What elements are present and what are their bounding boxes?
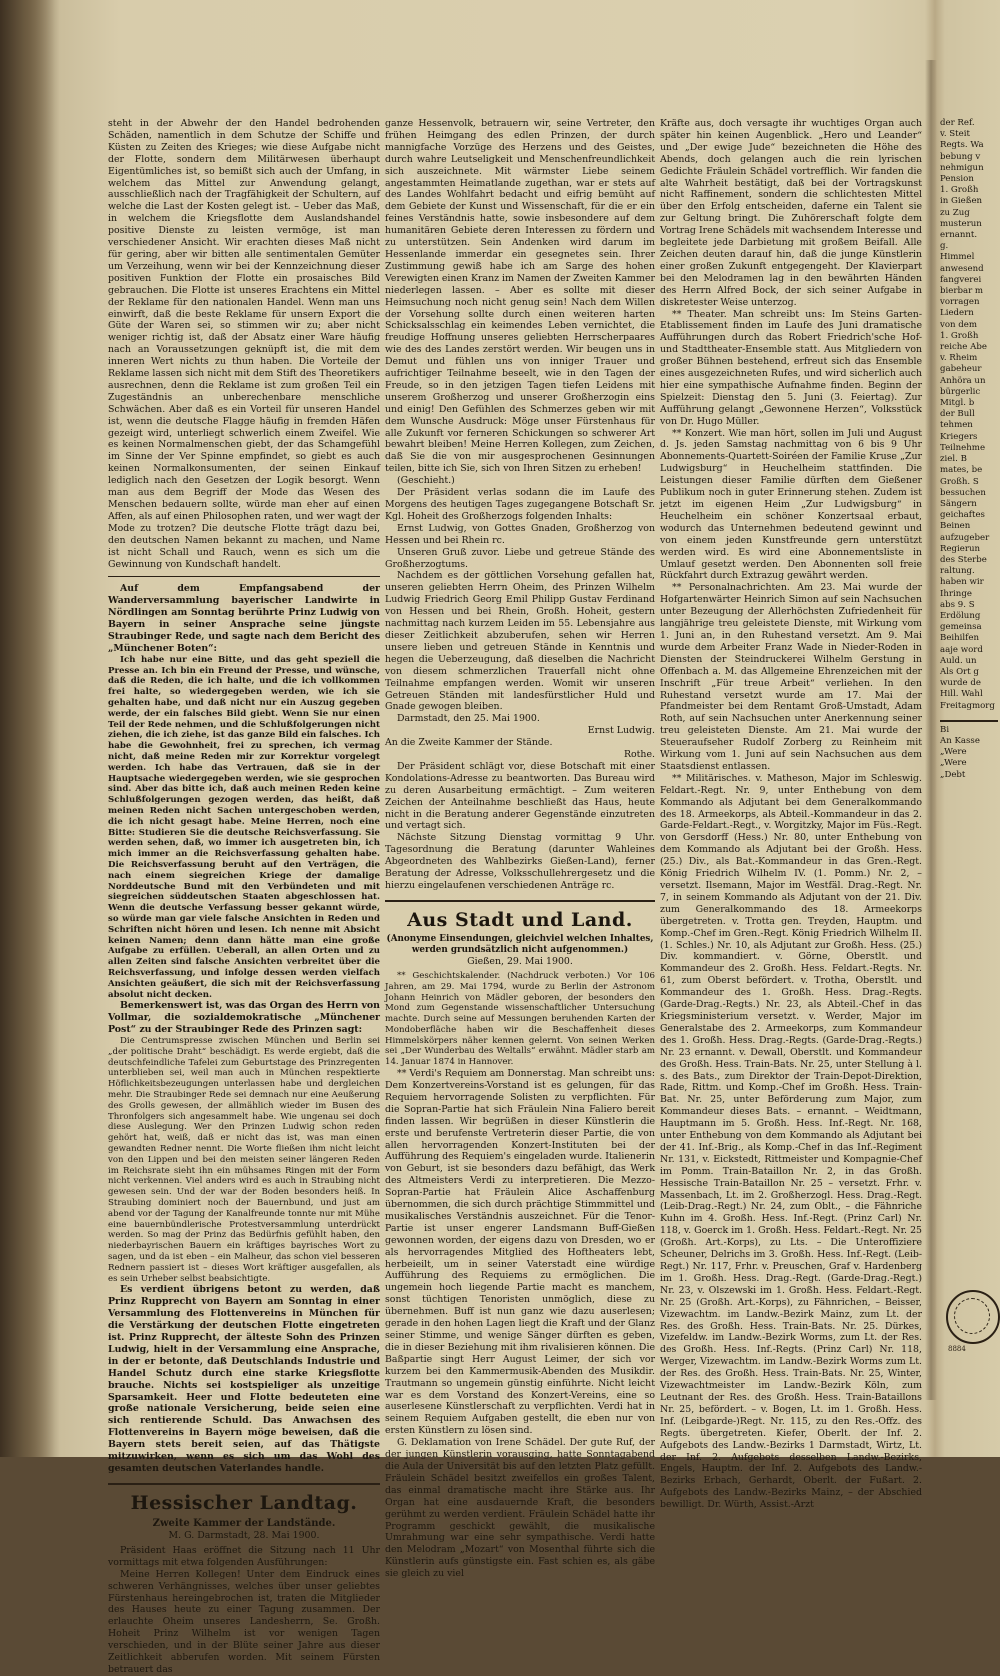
dateline: M. G. Darmstadt, 28. Mai 1900.: [168, 1529, 320, 1541]
quote: Die Centrumspresse zwischen München und Berlin sei „der politische Draht“ beschädigt. Es werde ergiebt, daß die deutschfeindliche Tafelei zum Geburtstage des Prinzregenten unterblieben sei, weil man auch in München respektierte Höflichkeitsbezeugungen unterlassen habe und dergleichen mehr. Die Straubinger Rede sei demnach nur eine Aeußerung des Grolls gewesen, der allmählich wieder im Busen des Thronfolgers sich angesammelt habe. Wie ungenau sei doch diese Auslegung. Wer den Prinzen Ludwig schon reden gehört hat, weiß, daß er nicht das ist, was man einen gewandten Redner nennt. Die Worte fließen ihm nicht leicht von den Lippen und bei den meisten seiner längeren Reden im Reichsrate sieht ihn ein mühsames Ringen mit der Form nicht verkennen. Viel anders wird es auch in Straubing nicht gewesen sein. Und der war der Boden besonders heiß. In Straubing dominiert noch der Bauernbund, und just am abend vor der Tagung der Kanalfreunde tonnte nur mit Mühe eine bauernbündlerische Protestversammlung unterdrückt werden. So mag der Prinz das Bedürfnis gefühlt haben, den niederbayrischen Bauern ein kräftiges bayrisches Wort zu sagen, und da ist eben – ein Malheur, das schon viel besseren Rednern passiert ist – dieses Wort kräftiger ausgefallen, als es sein Urheber selbst beabsichtigte.: [108, 1036, 380, 1284]
paragraph: ** Verdi's Requiem am Donnerstag. Man schreibt uns: Dem Konzertvereins-Vorstand ist es gelungen, für das Requiem hervorragende Solisten zu verpflichten. Für die Sopran-Partie hat sich Fräulein Nina Faliero bereit finden lassen. Wir begrüßen in dieser Künstlerin die erste und berufenste Vertreterin dieser Partie, die von allen hervorragenden Konzert-Instituten bei der Aufführung des Requiem's eingeladen wurde. Italienerin von Geburt, ist sie besonders dazu befähigt, das Werk des Altmeisters Verdi zu interpretieren. Die Mezzo-Sopran-Partie hat Fräulein Alice Aschaffenburg übernommen, die sich durch prächtige Stimmmittel und musikalisches Verständnis auszeichnet. Für die Tenor-Partie ist unser engerer Landsmann Buff-Gießen gewonnen worden, der eigens dazu von Dresden, wo er als hervorragendes Mitglied des Hoftheaters lebt, herbeieilt, um in seiner Vaterstadt eine würdige Aufführung des Requiems zu ermöglichen. Die ungemein hoch liegende Partie macht es manchem, sonst tüchtigen Tenoristen unmöglich, diese zu übernehmen. Buff ist nun ganz wie dazu auserlesen; gerade in den hohen Lagen liegt die Kraft und der Glanz seiner Stimme, und wenige Sänger dürften es geben, die in dieser Beziehung mit ihm rivalisieren können. Die Baßpartie singt Herr August Leimer, der sich vor kurzem bei den Kammermusik-Abenden des Musikdir. Trautmann so ungemein günstig einführte. Nicht leicht war es dem Vorstand des Konzert-Vereins, eine so auserlesene Künstlerschaft zu verpflichten. Verdi hat in seinem Requiem Aufgaben gestellt, die eben nur von ersten Künstlern zu lösen sind.: [385, 1068, 655, 1437]
divider: [940, 720, 998, 722]
cropped-line: mates, be: [940, 465, 983, 476]
paragraph: Meine Herren Kollegen! Unter dem Eindruck eines schweren Verhängnisses, welches über unser geliebtes Fürstenhaus hereingebrochen ist, traten die Mitglieder des Hauses heute zu einer Tagung zusammen. Der erlauchte Oheim unseres Landesherrn, Se. Großh. Hoheit Prinz Wilhelm ist vor wenigen Tagen verschieden, und in der Blüte seiner Jahre aus dieser Zeitlichkeit abberufen worden. Mit seinem Fürsten betrauert das: [108, 1568, 380, 1675]
cropped-line: Erdölung: [940, 610, 981, 621]
cropped-line: „Were: [940, 758, 967, 769]
cropped-line: 1. Großh: [940, 330, 979, 341]
paragraph: (Geschieht.): [397, 475, 455, 487]
divider: [108, 576, 380, 577]
paragraph: Der Präsident verlas sodann die im Laufe des Morgens des heutigen Tages zugegangene Botschaft Sr. Kgl. Hoheit des Großherzogs folgenden Inhalts:: [385, 487, 655, 522]
cropped-line: Hill. Wahl: [940, 689, 983, 700]
section-heading: Aus Stadt und Land.: [407, 908, 633, 931]
page-number: 8884: [948, 1345, 966, 1353]
cropped-line: Kriegers: [940, 431, 978, 442]
cropped-line: bebung v: [940, 151, 981, 162]
cropped-line: Großh. S: [940, 476, 979, 487]
cropped-line: aaje word: [940, 644, 983, 655]
cropped-line: bessuchen: [940, 487, 986, 498]
cropped-line: bürgerlic: [940, 386, 981, 397]
paragraph: Auf dem Empfangsabend der Wanderversammlung bayerischer Landwirte in Nördlingen am Sonntag berührte Prinz Ludwig von Bayern in seiner Ansprache seine jüngste Straubinger Rede, und sagte nach dem Bericht des „Münchener Boten“:: [108, 583, 380, 654]
cropped-line: nehmigun: [940, 162, 984, 173]
cropped-line: von dem: [940, 319, 978, 330]
paragraph: ganze Hessenvolk, betrauern wir, seine Vertreter, den frühen Heimgang des edlen Prinzen, der durch mannigfache Vorzüge des Herzens und des Geistes, durch wahre Leutseligkeit und Menschenfreundlichkeit sich auszeichnete. Mit wärmster Liebe seinem angestammten Heimatlande zugethan, war er stets auf des Landes Wohlfahrt bedacht und eifrig bemüht auf dem Gebiete der Kunst und Wissenschaft, für die er ein feines Verständnis hatte, sowie insbesondere auf dem humanitären Gebiete deren Interessen zu fördern und zu unterstützen. Sein Andenken wird darum im Hessenlande immerdar ein gesegnetes sein. Ihrer Zustimmung gewiß habe ich am Sarge des hohen Verewigten einen Kranz im Namen der Zweiten Kammer niederlegen lassen. – Aber es sollte mit dieser Heimsuchung noch nicht genug sein! Nach dem Willen der Vorsehung sollte durch einen weiteren harten Schicksalsschlag ein keimendes Leben vernichtet, die freudige Hoffnung unseres geliebten Herrscherpaares wie des des Landes zerstört werden. Wir beugen uns in Demut und fühlen uns von inniger Trauer und aufrichtiger Teilnahme beseelt, wie in den Tagen der Freude, so in den jetzigen Tagen tiefen Leidens mit unserem Großherzog und unserer Großherzogin eins und einig! Den Gefühlen des Schmerzes geben wir mit dem Wunsche Ausdruck: Möge unser Fürstenhaus für alle Zukunft vor ferneren Schickungen so schwerer Art bewahrt bleiben! Meine Herren Kollegen, zum Zeichen, daß Sie die von mir ausgesprochenen Gesinnungen teilen, bitte ich Sie, sich von Ihren Sitzen zu erheben!: [385, 118, 655, 475]
dateline: Gießen, 29. Mai 1900.: [467, 955, 573, 967]
cropped-line: des Sterbe: [940, 554, 987, 565]
cropped-line: zu Zug: [940, 207, 970, 218]
signature-text: Rothe.: [623, 749, 655, 761]
cropped-line: gemeinsa: [940, 622, 982, 633]
signature-text: Ernst Ludwig.: [587, 725, 655, 737]
column-2: [385, 118, 655, 1580]
paragraph: G. Deklamation von Irene Schädel. Der gute Ruf, der der jungen Künstlerin vorausging, hatte Sonntagabend die Aula der Universität bis auf den letzten Platz gefüllt. Fräulein Schädel besitzt zweifellos ein großes Talent, das einmal dramatische macht ihre Stärke aus. Ihr Organ hat eine ausdauernde Kraft, die besonders gerühmt zu werden verdient. Fräulein Schädel hatte ihr Programm geschickt gewählt, die musikalische Umrahmung war eine sehr sympathische. Verdi hatte den Melodram „Mozart“ von Mosenthal führte sich die Künstlerin aufs günstigste ein. Fast schien es, als gäbe sie gleich zu viel: [385, 1437, 655, 1580]
paragraph: Bemerkenswert ist, was das Organ des Herrn von Vollmar, die sozialdemokratische „Münchener Post“ zu der Straubinger Rede des Prinzen sagt:: [108, 1000, 380, 1036]
cropped-line: v. Rheim: [940, 353, 978, 364]
cropped-lines: [940, 118, 998, 712]
column-1: [108, 118, 380, 1675]
paragraph: ** Personalnachrichten. Am 23. Mai wurde der Hofgartenwärter Heinrich Simon auf sein Nachsuchen unter Bezeugung der Allerhöchsten Zufriedenheit für langjährige treu geleistete Dienste, mit Wirkung vom 1. Juni an, in den Ruhestand versetzt. Am 9. Mai wurde dem Arbeiter Franz Wade in Nieder-Roden in Diensten der Steindruckerei Wilhelm Gerstung in Offenbach a. M. das Allgemeine Ehrenzeichen mit der Inschrift „Für treue Arbeit“ verliehen. In den Ruhestand versetzt wurde am 17. Mai der Pfandmeister bei dem Rentamt Groß-Umstadt, Adam Roth, auf sein Nachsuchen unter Anerkennung seiner treu geleisteten Dienste. Am 21. Mai wurde der Steueraufseher Rudolf Zorberg zu Reinheim mit Wirkung vom 1. Juni auf sein Nachsuchen aus dem Staatsdienst entlassen.: [660, 582, 922, 772]
cropped-line: Himmel: [940, 252, 975, 263]
section-heading: Hessischer Landtag.: [130, 1491, 358, 1514]
cropped-lines: [940, 725, 998, 781]
paragraph: ** Militärisches. v. Matheson, Major im Schleswig. Feldart.-Regt. Nr. 9, unter Enthebung von dem Kommando als Adjutant bei dem Generalkommando des 18. Armeekorps, als Abteil.-Kommandeur in das 2. Garde-Feldart.-Regt., v. Worgitzky, Major im Füs.-Regt. von Gersdorff (Hess.) Nr. 80, unter Enthebung von dem Kommando als Adjutant bei der Großh. Hess. (25.) Div., als Bat.-Kommandeur in das Gren.-Regt. König Friedrich Wilhelm IV. (1. Pomm.) Nr. 2, – versetzt. Ilsemann, Major im Westfäl. Drag.-Regt. Nr. 7, in seinem Kommando als Adjutant von der 21. Div. zum Generalkommando des 18. Armeekorps übergetreten. v. Trotta gen. Treyden, Hauptm. und Komp.-Chef im Gren.-Regt. König Friedrich Wilhelm II. (1. Schles.) Nr. 10, als Adjutant zur Großh. Hess. (25.) Div. kommandiert. v. Görne, Oberstlt. und Kommandeur des 2. Großh. Hess. Feldart.-Regts. Nr. 61, zum Oberst befördert. v. Trotha, Oberstlt. und Kommandeur des 1. Großh. Hess. Drag.-Regts. (Garde-Drag.-Regts.) Nr. 23, als Abteil.-Chef in das Kriegsministerium versetzt. v. Werder, Major im Generalstabe des 2. Armeekorps, zum Kommandeur des 1. Großh. Hess. Drag.-Regts. (Garde-Drag.-Regts.) Nr. 23 ernannt. v. Dewall, Oberstlt. und Kommandeur des Großh. Hess. Train-Bats. Nr. 25, unter Stellung à l. s. des Bats., zum Direktor der Train-Depot-Direktion, Rade, Rittm. und Komp.-Chef im Großh. Hess. Train-Bat. Nr. 25, unter Beförderung zum Major, zum Kommandeur dieses Bats. – ernannt. – Weidtmann, Hauptmann im 5. Großh. Hess. Inf.-Regt. Nr. 168, unter Enthebung von dem Kommando als Adjutant bei der 41. Inf.-Brig., als Komp.-Chef in das Inf.-Regiment Nr. 131, v. Eickstedt, Rittmeister und Kompagnie-Chef im Pomm. Train-Bataillon Nr. 2, in das Großh. Hessische Train-Bataillon Nr. 25 – versetzt. Frhr. v. Massenbach, Lt. im 2. Großherzogl. Hess. Drag.-Regt. (Leib-Drag.-Regt.) Nr. 24, zum Oblt., – die Fähnriche Kuhn im 4. Großh. Hess. Inf.-Regt. (Prinz Carl) Nr. 118, v. Goerck im 1. Großh. Hess. Feldart.-Regt. Nr. 25 (Großh. Art.-Korps), zu Lts. – Die Unteroffiziere Scheuner, Delrichs im 3. Großh. Hess. Inf.-Regt. (Leib-Regt.) Nr. 117, Frhr. v. Preuschen, Graf v. Hardenberg im 1. Großh. Hess. Drag.-Regt. (Garde-Drag.-Regt.) Nr. 23, v. Olszewski im 1. Großh. Hess. Feldart.-Regt. Nr. 25 (Großh. Art.-Korps), zu Fähnrichen, – Beisser, Vizewachtm. im Landw.-Bezirk Mainz, zum Lt. der Res. des Großh. Hess. Train-Bats. Nr. 25. Dürkes, Vizefeldw. im Landw.-Bezirk Worms, zum Lt. der Res. des Großh. Hess. Inf.-Regts. (Prinz Carl) Nr. 118, Werger, Vizewachtm. im Landw.-Bezirk Worms zum Lt. der Res. des Großh. Hess. Train-Bats. Nr. 25, Winter, Vizewachtmeister im Landw.-Bezirk Köln, zum Leutnant der Res. des Großh. Hess. Train-Bataillons Nr. 25, befördert. – v. Bogen, Lt. im 1. Großh. Hess. Inf. (Leibgarde-)Regt. Nr. 115, zu den Res.-Offz. des Regts. übergetreten. Kiefer, Oberlt. der Inf. 2. Aufgebots des Landw.-Bezirks 1 Darmstadt, Wirtz, Lt. der Inf. 2. Aufgebots desselben Landw.-Bezirks, Engels, Hauptm. der Inf. 2. Aufgebots des Landw.-Bezirks Erbach, Gerhardt, Oberlt. der Fußart. 2. Aufgebots des Landw.-Bezirks Mainz, – der Abschied bewilligt. Dr. Würth, Assist.-Arzt: [660, 772, 922, 1511]
cropped-line: der Ref.: [940, 118, 975, 128]
paragraph: ** Konzert. Wie man hört, sollen im Juli und August d. Js. jeden Samstag nachmittag von 6 bis 9 Uhr Abonnements-Quartett-Soiréen der Familie Kruse „Zur Ludwigsburg“ in Heuchelheim stattfinden. Die Leistungen dieser Familie dürften dem Gießener Publikum noch in guter Erinnerung stehen. Zudem ist jetzt im eigenen Heim „Zur Ludwigsburg“ in Heuchelheim ein schöner Konzertsaal erbaut, wodurch das Unternehmen bedeutend gewinnt und von einem jeden Kunstfreunde gern unterstützt werden wird. Es wird eine Abonnementsliste in Umlauf gesetzt werden. Den Abonnenten soll freie Rückfahrt durch Extrazug gewährt werden.: [660, 427, 922, 582]
paragraph: Der Präsident schlägt vor, diese Botschaft mit einer Kondolations-Adresse zu beantworten. Das Bureau wird zu deren Ausarbeitung ermächtigt. – Zum weiteren Zeichen der Anteilnahme beschließt das Haus, heute nicht in die Beratung anderer Gegenstände einzutreten und vertagt sich.: [385, 760, 655, 832]
cropped-line: Mitgl. b: [940, 398, 975, 409]
paragraph: Es verdient übrigens betont zu werden, daß Prinz Rupprecht von Bayern am Sonntag in einer Versammlung des Flottenvereins in München für die Verstärkung der deutschen Flotte eingetreten ist. Prinz Rupprecht, der älteste Sohn des Prinzen Ludwig, hielt in der Versammlung eine Ansprache, in der er betonte, daß Deutschlands Industrie und Handel Schutz durch eine starke Kriegsflotte brauche. Nichts sei kostspieliger als unzeitige Sparsamkeit. Heer und Flotte bedeuteten eine große nationale Versicherung, beide seien eine sich rentierende Schuld. Das Anwachsen des Flottenvereins in Bayern möge beweisen, daß die Bayern stets bereit seien, auf das Thätigste mitzuwirken, wenn es sich um das Wohl des gesamten deutschen Vaterlandes handle.: [108, 1284, 380, 1475]
column-4-cropped: [940, 118, 998, 1393]
cropped-line: v. Steit: [940, 129, 970, 140]
cropped-line: ziel. B: [940, 454, 967, 465]
cropped-line: An Kasse: [940, 735, 980, 746]
cropped-line: aufzugeber: [940, 532, 990, 543]
cropped-line: Regts. Wa: [940, 140, 984, 151]
divider: [108, 1483, 380, 1485]
book-binding: [0, 0, 60, 1457]
cropped-line: reiche Abe: [940, 342, 987, 353]
cropped-line: Liedern: [940, 308, 974, 319]
cropped-line: der Bull: [940, 409, 975, 420]
cropped-line: Sängern: [940, 498, 977, 509]
cropped-line: „Were: [940, 747, 967, 758]
cropped-line: raltung.: [940, 566, 975, 577]
cropped-line: tehmen: [940, 420, 973, 431]
cropped-line: Als Ort g: [940, 666, 979, 677]
cropped-line: Beinen: [940, 521, 971, 532]
paragraph: An die Zweite Kammer der Stände.: [385, 737, 553, 749]
column-3: [660, 118, 922, 1511]
paragraph: ** Theater. Man schreibt uns: Im Steins Garten-Etablissement finden im Laufe des Juni dramatische Aufführungen durch das Robert Friedrich'sche Hof- und Stadttheater-Ensemble statt. Aus Mitgliedern von großer Bühnen bestehend, erfreut sich das Ensemble eines ausgezeichneten Rufes, und wird sicherlich auch hier eine sympathische Aufnahme finden. Beginn der Spielzeit: Dienstag den 5. Juni (3. Feiertag). Zur Aufführung gelangt „Gewonnene Herzen“, Volksstück von Dr. Hugo Müller.: [660, 308, 922, 427]
page-fold: [925, 60, 937, 1400]
paragraph: steht in der Abwehr der den Handel bedrohenden Schäden, namentlich in dem Schutze der Schiffe und Küsten zu Zeiten des Krieges; wie diese Aufgabe nicht der Flotte, sondern dem Militärwesen überhaupt Eigentümliches ist, so bemißt sich auch der Umfang, in welchem das Mittel zur Anwendung gelangt, ausschließlich nach der Tragfähigkeit der Schultern, auf welche die Last der Kosten gelegt ist. – Ueber das Maß, in welchem die Kriegsflotte dem Auslandshandel positive Dienste zu leisten vermöge, ist man verschiedener Ansicht. Wir erachten dieses Maß nicht für gering, aber wir bitten alle sentimentalen Gemüter um Verzeihung, wenn wir bei der Kennzeichnung dieser positiven Funktion der Flotte ein prosaisches Bild gebrauchen. Die Flotte ist unseres Erachtens ein Mittel der Reklame für den nationalen Handel. Wenn man uns einwirft, daß die beste Reklame für unsern Export die Güte der Waren sei, so stimmen wir zu; aber nicht weniger richtig ist, daß der Absatz einer Ware häufig nach an Voraussetzungen geknüpft ist, die mit dem inneren Wert nichts zu thun haben. Die Vorteile der Reklame lassen sich nicht mit dem Stift des Theoretikers ausrechnen, denn die Reklame ist zum großen Teil ein Zugeständnis an unberechenbare menschliche Schwächen. Aber daß es ein Vorteil für unseren Handel ist, wenn die deutsche Flagge häufig in fremden Häfen gezeigt wird, unterliegt schwerlich einem Zweifel. Wie es keinen Normalmenschen giebt, der das Schamgefühl im Sinne der Ver Spinne empfindet, so giebt es auch keinen Normalkonsumenten, der seinen Einkauf lediglich nach den Gesetzen der Logik besorgt. Wenn man aus dem Begriff der Mode das Wesen des Menschen bedauern sollte, würde man eher auf einen Affen, als auf einen Philosophen raten, und wer wagt der Mode zu trotzen? Die deutsche Flotte trägt dazu bei, den deutschen Namen bekannt zu machen, und Name ist nicht Schall und Rauch, wenn es sich um die Gewinnung von Kundschaft handelt.: [108, 118, 380, 570]
cropped-line: Bi: [940, 724, 950, 735]
divider: [385, 900, 655, 902]
cropped-line: musterun: [940, 218, 982, 229]
cropped-line: wurde de: [940, 678, 981, 689]
paragraph: Unseren Gruß zuvor. Liebe und getreue Stände des Großherzogtums.: [385, 546, 655, 570]
cropped-line: gabeheur: [940, 364, 982, 375]
cropped-line: Beihilfen: [940, 633, 979, 644]
library-stamp: [946, 1290, 1000, 1344]
cropped-line: 1. Großh: [940, 185, 979, 196]
paragraph: ** Geschichtskalender. (Nachdruck verboten.) Vor 106 Jahren, am 29. Mai 1794, wurde zu Berlin der Astronom Johann Heinrich von Mädler geboren, der besonders den Mond zum Gegenstande wissenschaftlicher Untersuchung machte. Durch seine auf Messungen beruhenden Karten der Mondoberfläche haben wir die Beschaffenheit dieses Himmelskörpers näher kennen gelernt. Von seinen Werken sei „Der Wunderbau des Weltalls“ erwähnt. Mädler starb am 14. Januar 1874 in Hannover.: [385, 970, 655, 1068]
cropped-line: Teilnehme: [940, 442, 986, 453]
section-subheading: Zweite Kammer der Landstände.: [152, 1517, 336, 1529]
cropped-line: Freitagmorg: [940, 700, 995, 711]
cropped-line: fangverei: [940, 274, 982, 285]
cropped-line: ernannt.: [940, 230, 978, 241]
paragraph: Nächste Sitzung Dienstag vormittag 9 Uhr. Tagesordnung die Beratung (darunter Wahleines Abgeordneten des Wahlbezirks Gießen-Land), ferner Beratung der Adresse, Volksschullehrergesetz und die hierzu eingelaufenen verschiedenen Anträge rc.: [385, 832, 655, 891]
cropped-line: Ihringe: [940, 588, 972, 599]
paragraph: Präsident Haas eröffnet die Sitzung nach 11 Uhr vormittags mit etwa folgenden Ausführungen:: [108, 1544, 380, 1568]
cropped-line: Auld. un: [940, 655, 977, 666]
cropped-line: geichaftes: [940, 510, 985, 521]
editorial-note: (Anonyme Einsendungen, gleichviel welchen Inhaltes, werden grundsätzlich nicht aufgenommen.): [386, 933, 654, 955]
cropped-line: g.: [940, 241, 949, 252]
cropped-line: anwesend: [940, 263, 984, 274]
cropped-line: haben wir: [940, 577, 984, 588]
cropped-line: Regierun: [940, 543, 981, 554]
cropped-line: abs 9. S: [940, 599, 975, 610]
paragraph: Darmstadt, den 25. Mai 1900.: [397, 713, 540, 725]
quote: Ich habe nur eine Bitte, und das geht speziell die Presse an. Ich bin ein Freund der Presse, und wünsche, daß die Reden, die ich halte, und die ich vollkommen frei halte, so wiedergegeben werden, wie ich sie gehalten habe, und daß nicht nur ein Auszug gegeben werde, der ein falsches Bild giebt. Wenn Sie nur einen Teil der Rede nehmen, und die Schlußfolgerungen nicht ziehen, die ich ziehe, ist das ganze Bild ein falsches. Ich habe die Gewohnheit, frei zu sprechen, ich vermag nicht, daß meine Reden mir zur Korrektur vorgelegt werden. Ich habe das Vertrauen, daß sie in der Hauptsache wiedergegeben werden, wie sie gesprochen sind. Aber das bitte ich, daß auch meinen Reden keine Schlußfolgerungen gezogen werden, das heißt, daß meinen Reden nicht Sachen untergeschoben werden, die ich nicht gesagt habe. Meine Herren, noch eine Bitte: Studieren Sie die deutsche Reichsverfassung. Sie werden sehen, daß, wo immer ich ausgetreten bin, ich mich immer an die Reichsverfassung gehalten habe. Die Reichsverfassung beruht auf den Verträgen, die nach einem siegreichen Kriege der damalige Norddeutsche Bund mit den Verbündeten und mit siegreichen süddeutschen Staaten abgeschlossen hat. Wenn die deutsche Verfassung besser gekannt würde, so würde man gar viele falsche Ansichten in Reden und Schriften nicht hören und lesen. Ich nenne mit Absicht keinen Namen; denn dann hätte man eine große Aufgabe zu erfüllen. Ueberall, an allen Orten und zu allen Zeiten sind falsche Ansichten verbreitet über die Reichsverfassung, und infolge dessen werden vielfach Ansichten geäußert, die sich mit der Reichsverfassung absolut nicht decken.: [108, 654, 380, 1000]
cropped-line: vorragen: [940, 297, 980, 308]
cropped-line: „Debt: [940, 769, 966, 780]
paragraph: Kräfte aus, doch versagte ihr wuchtiges Organ auch später hin keinen Augenblick. „Hero und Leander“ und „Der ewige Jude“ bezeichneten die Höhe des Abends, doch gelangen auch die rein lyrischen Gedichte Fräulein Schädel vortrefflich. Wir fanden die alte Wahrheit bestätigt, daß bei der Vortragskunst nicht Raffinement, sondern die schlichtesten Mittel über den Erfolg entscheiden, daferne ein Talent sie zur Geltung bringt. Die Zuhörerschaft folgte dem Vortrag Irene Schädels mit wachsendem Interesse und begleitete jede Darbietung mit großem Beifall. Alle Zeichen deuten darauf hin, daß die junge Künstlerin einer großen Zukunft entgegengeht. Der Klavierpart bei den Melodramen lag in den bewährten Händen des Herrn Alfred Bock, der sich seiner Aufgabe in diskretester Weise unterzog.: [660, 118, 922, 308]
paragraph: Nachdem es der göttlichen Vorsehung gefallen hat, unseren geliebten Herrn Oheim, des Prinzen Wilhelm Ludwig Friedrich Georg Emil Philipp Gustav Ferdinand von Hessen und bei Rhein, Großh. Hoheit, gestern nachmittag nach kurzem Leiden im 55. Lebensjahre aus dieser Zeitlichkeit abzuberufen, sehen wir Herren unsere lieben und getreuen Stände in Kenntnis und hegen die Ueberzeugung, daß dieselben die Nachricht von diesem schmerzlichen Trauerfall nicht ohne Teilnahme empfangen werden. Womit wir unseren Getreuen Ständen mit landesfürstlicher Huld und Gnade gewogen bleiben.: [385, 570, 655, 713]
cropped-line: Pension: [940, 174, 974, 185]
paragraph: Ernst Ludwig, von Gottes Gnaden, Großherzog von Hessen und bei Rhein rc.: [385, 522, 655, 546]
cropped-line: in Gießen: [940, 196, 983, 207]
cropped-line: bierbar m: [940, 286, 984, 297]
cropped-line: Anhöra un: [940, 375, 986, 386]
